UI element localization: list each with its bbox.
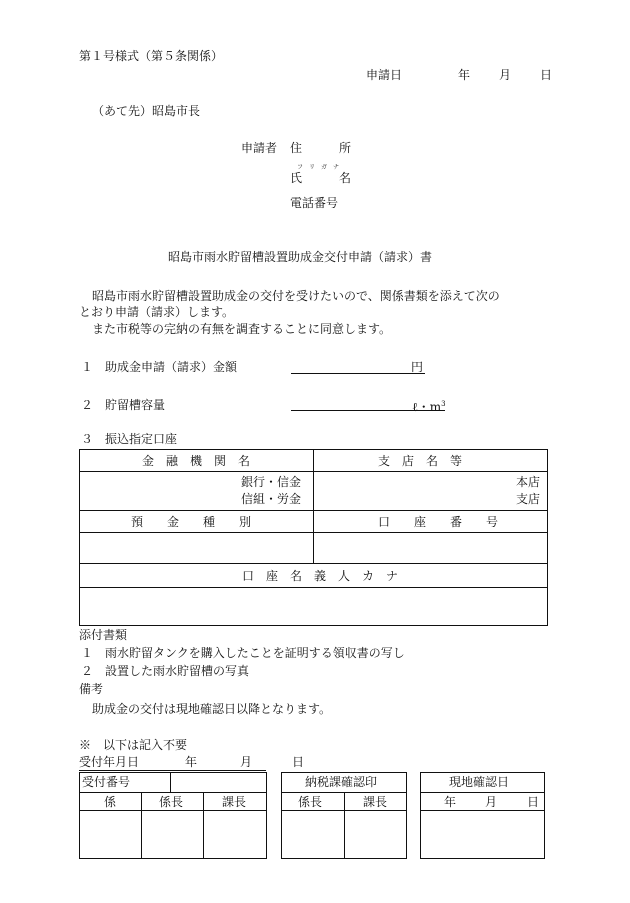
branch-name-header: 支 店 名 等 [378, 454, 463, 468]
received-date-year: 年 [185, 755, 198, 769]
box-rule [79, 810, 267, 811]
attachments-label: 添付書類 [79, 628, 128, 642]
deposit-type-header: 預 金 種 別 [131, 515, 252, 529]
address-label-2: 所 [339, 141, 352, 155]
received-date-month: 月 [240, 755, 253, 769]
table-divider [313, 449, 314, 563]
yen-unit: 円 [411, 360, 424, 374]
document-title: 昭島市雨水貯留槽設置助成金交付申請（請求）書 [168, 250, 433, 264]
box-rule [420, 810, 545, 811]
tax-check-label: 納税課確認印 [305, 775, 378, 789]
box-divider [141, 792, 142, 859]
chief-header: 係長 [159, 795, 184, 809]
grant-amount-field[interactable] [291, 373, 425, 374]
received-date-day: 日 [292, 755, 305, 769]
applicant-label: 申請者 [241, 141, 278, 155]
tax-manager-header: 課長 [363, 795, 388, 809]
box-rule [420, 792, 545, 793]
box-divider [344, 792, 345, 859]
received-date-rule [79, 770, 266, 771]
addressee: （あて先）昭島市長 [92, 104, 201, 118]
branch-type-2: 支店 [516, 492, 541, 506]
body-line-2: とおり申請（請求）します。 [79, 305, 235, 319]
application-date-day: 日 [540, 68, 553, 82]
body-line-3: また市税等の完納の有無を調査することに同意します。 [92, 322, 392, 336]
table-rule [79, 587, 548, 588]
attachment-2: ２ 設置した雨水貯留槽の写真 [81, 664, 250, 678]
body-line-1: 昭島市雨水貯留槽設置助成金の交付を受けたいので、関係書類を添えて次の [92, 289, 500, 303]
branch-type-1: 本店 [516, 475, 541, 489]
site-check-month: 月 [485, 795, 498, 809]
name-label-2: 名 [339, 171, 352, 185]
box-divider [170, 772, 171, 792]
staff-header: 係 [104, 795, 117, 809]
application-date-label: 申請日 [366, 68, 403, 82]
grant-amount-label: １ 助成金申請（請求）金額 [81, 360, 238, 374]
furigana-label: フ リ ガ ナ [297, 164, 340, 171]
capacity-unit: ℓ・$m^3$ [412, 400, 446, 414]
attachment-1: １ 雨水貯留タンクを購入したことを証明する領収書の写し [81, 646, 405, 660]
account-holder-kana-header: 口 座 名 義 人 カ ナ [242, 569, 399, 583]
site-check-label: 現地確認日 [449, 775, 510, 789]
application-date-month: 月 [499, 68, 512, 82]
address-label-1: 住 [290, 141, 303, 155]
phone-label: 電話番号 [290, 196, 339, 210]
bank-type-2: 信組・労金 [241, 492, 302, 506]
tank-capacity-label: ２ 貯留槽容量 [81, 398, 166, 412]
manager-header: 課長 [222, 795, 247, 809]
form-number: 第１号様式（第５条関係） [79, 49, 224, 63]
remarks-label: 備考 [79, 682, 104, 696]
name-label-1: 氏 [290, 171, 303, 185]
remarks-text: 助成金の交付は現地確認日以降となります。 [92, 702, 332, 716]
received-date-label: 受付年月日 [79, 755, 140, 769]
table-rule [79, 563, 548, 564]
site-check-day: 日 [527, 795, 540, 809]
site-check-year: 年 [444, 795, 457, 809]
account-number-header: 口 座 番 号 [378, 515, 499, 529]
receipt-number-label: 受付番号 [82, 775, 131, 789]
bank-name-header: 金 融 機 関 名 [142, 454, 251, 468]
bank-account-label: ３ 振込指定口座 [81, 432, 178, 446]
box-divider [203, 792, 204, 859]
tax-chief-header: 係長 [298, 795, 323, 809]
office-use-note: ※ 以下は記入不要 [79, 738, 188, 752]
bank-type-1: 銀行・信金 [241, 475, 302, 489]
box-rule [79, 792, 267, 793]
application-date-year: 年 [458, 68, 471, 82]
